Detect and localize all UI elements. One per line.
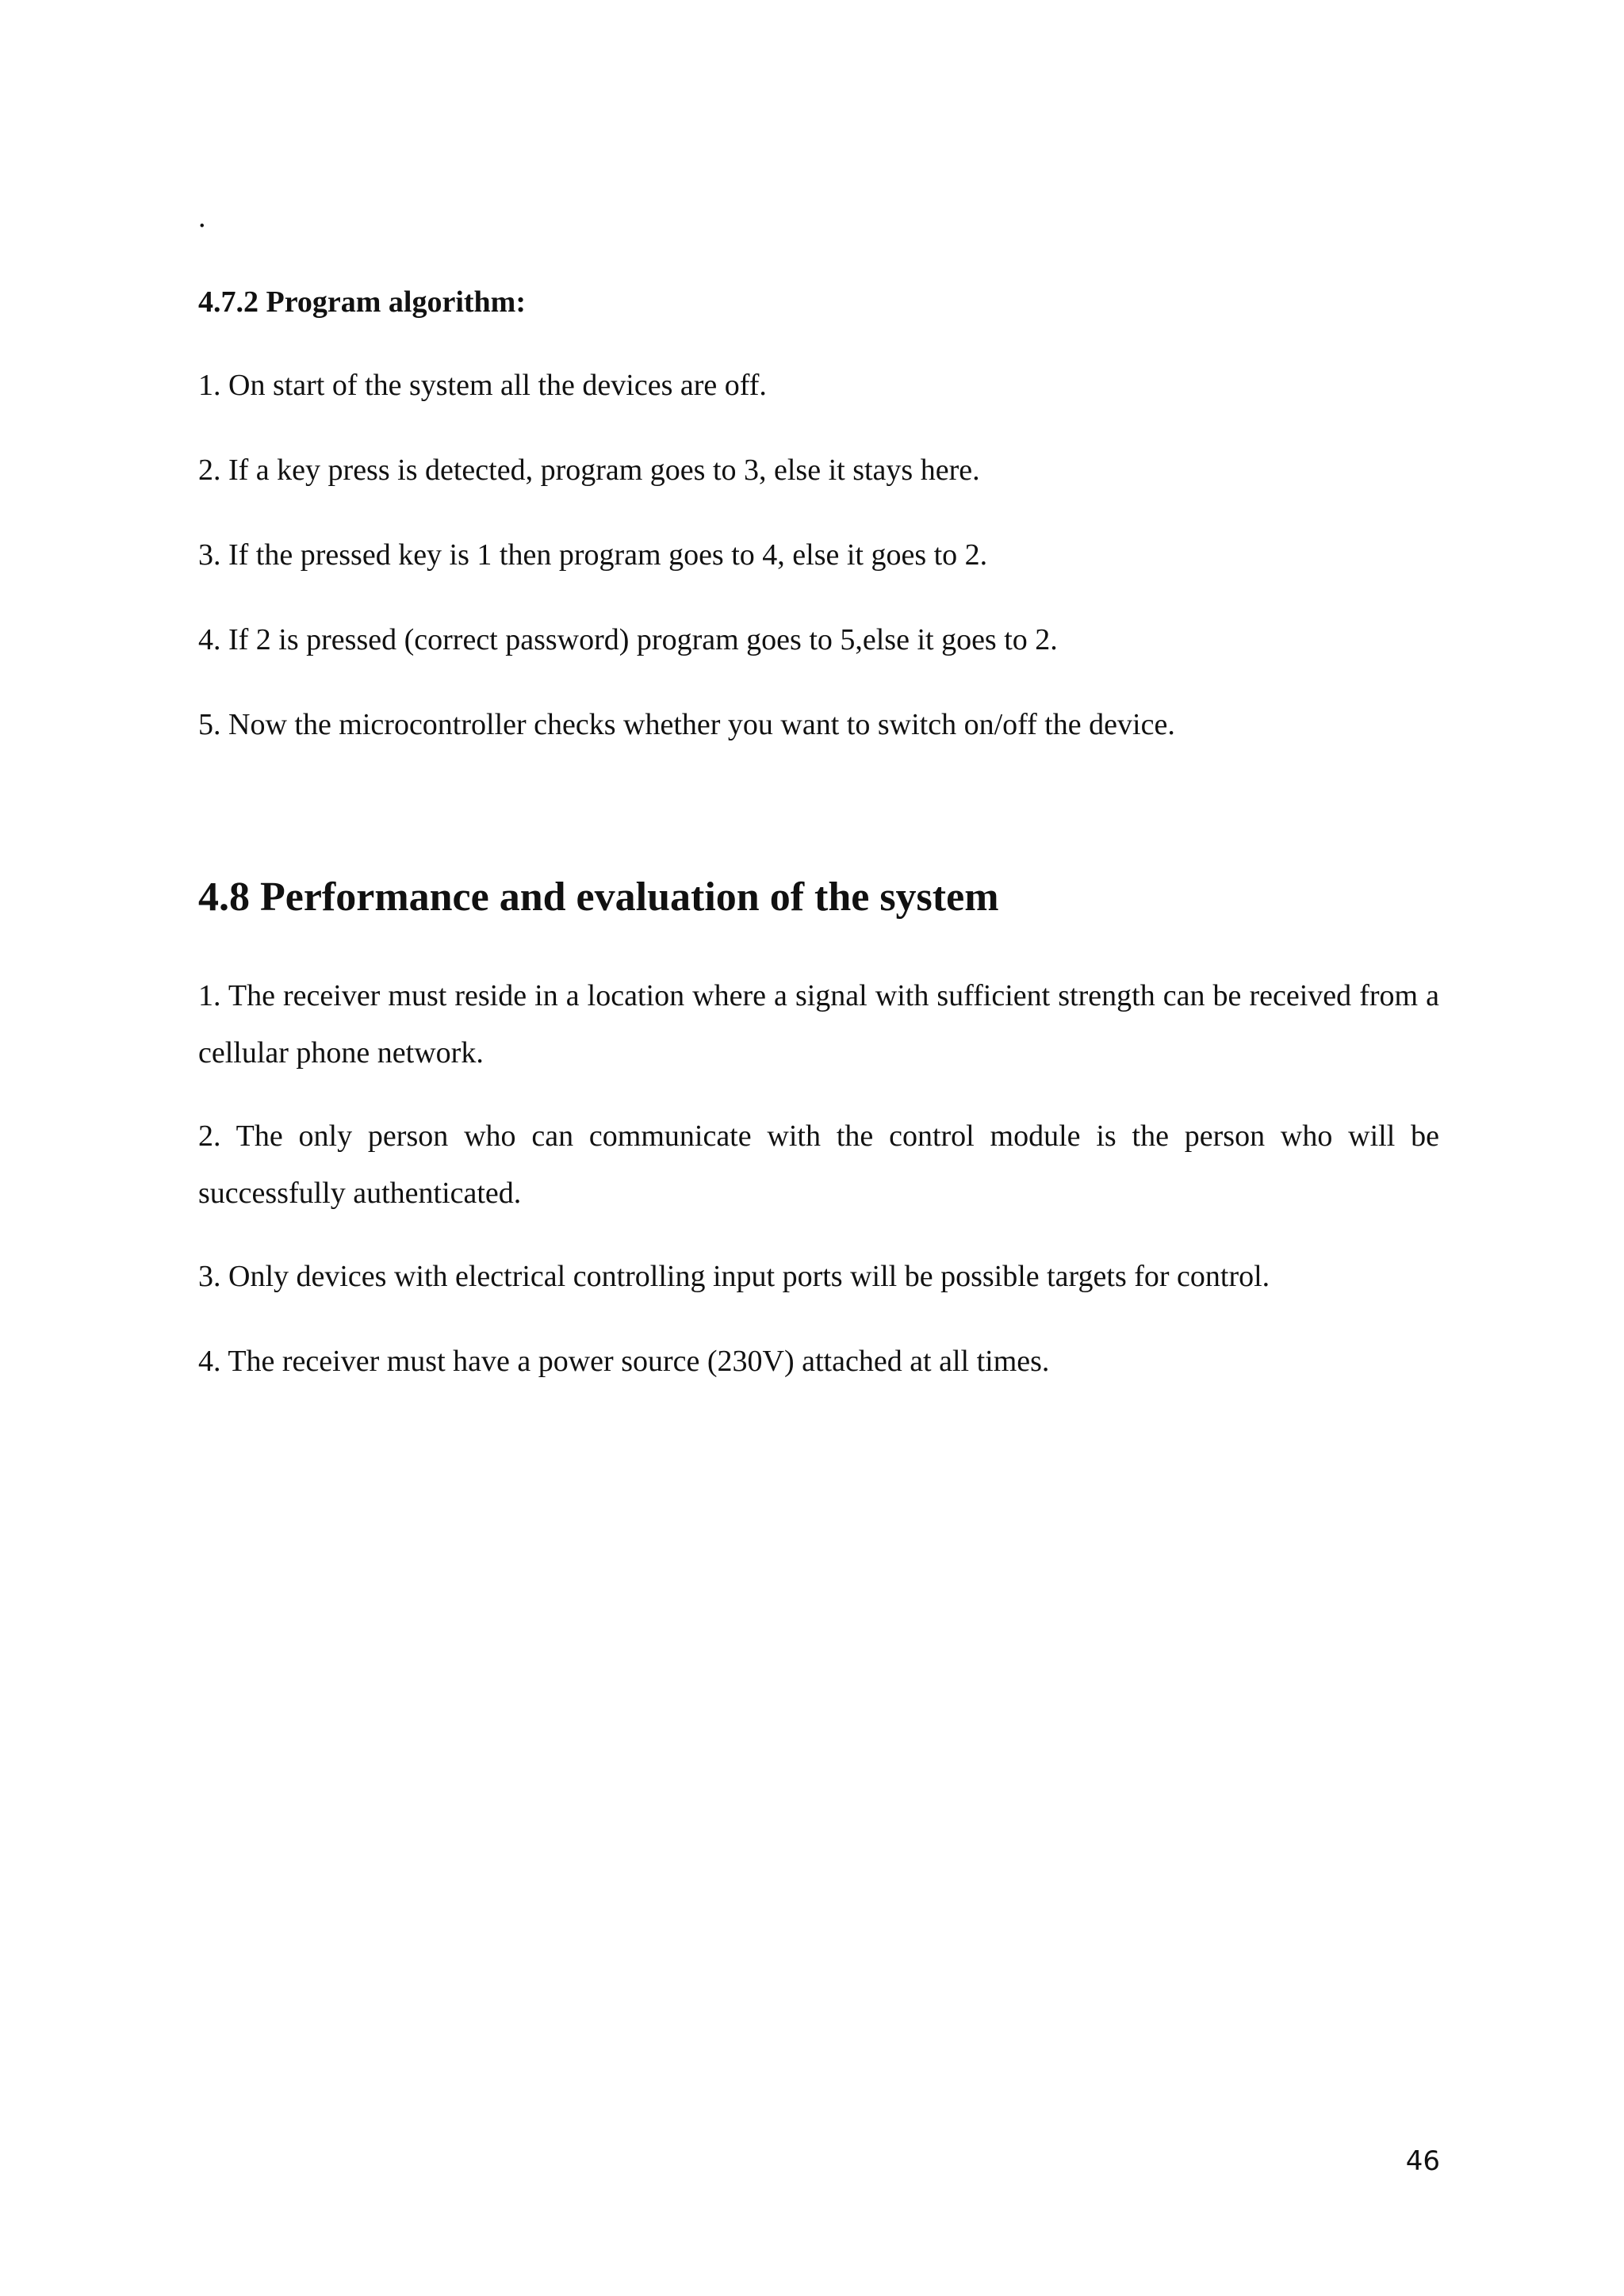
algorithm-step-2: 2. If a key press is detected, program goes to 3, else it stays here. xyxy=(198,453,980,487)
performance-point-3: 3. Only devices with electrical controlling input ports will be possible targets for control. xyxy=(198,1260,1270,1293)
section-48-heading: 4.8 Performance and evaluation of the system xyxy=(198,874,999,920)
performance-point-4: 4. The receiver must have a power source (230V) attached at all times. xyxy=(198,1345,1050,1378)
performance-point-2: 2. The only person who can communicate with the control module is the person who will be successfully authenticated. xyxy=(198,1119,1439,1210)
algorithm-step-3: 3. If the pressed key is 1 then program goes to 4, else it goes to 2. xyxy=(198,538,988,572)
leading-dot: . xyxy=(198,201,206,234)
algorithm-step-4: 4. If 2 is pressed (correct password) program goes to 5,else it goes to 2. xyxy=(198,623,1058,656)
section-472-heading: 4.7.2 Program algorithm: xyxy=(198,285,526,319)
algorithm-step-1: 1. On start of the system all the devices are off. xyxy=(198,369,767,402)
page-number: 46 xyxy=(1405,2145,1440,2177)
performance-point-1: 1. The receiver must reside in a location where a signal with sufficient strength can be received from a cellular phone network. xyxy=(198,979,1439,1070)
algorithm-step-5: 5. Now the microcontroller checks whether you want to switch on/off the device. xyxy=(198,708,1175,741)
